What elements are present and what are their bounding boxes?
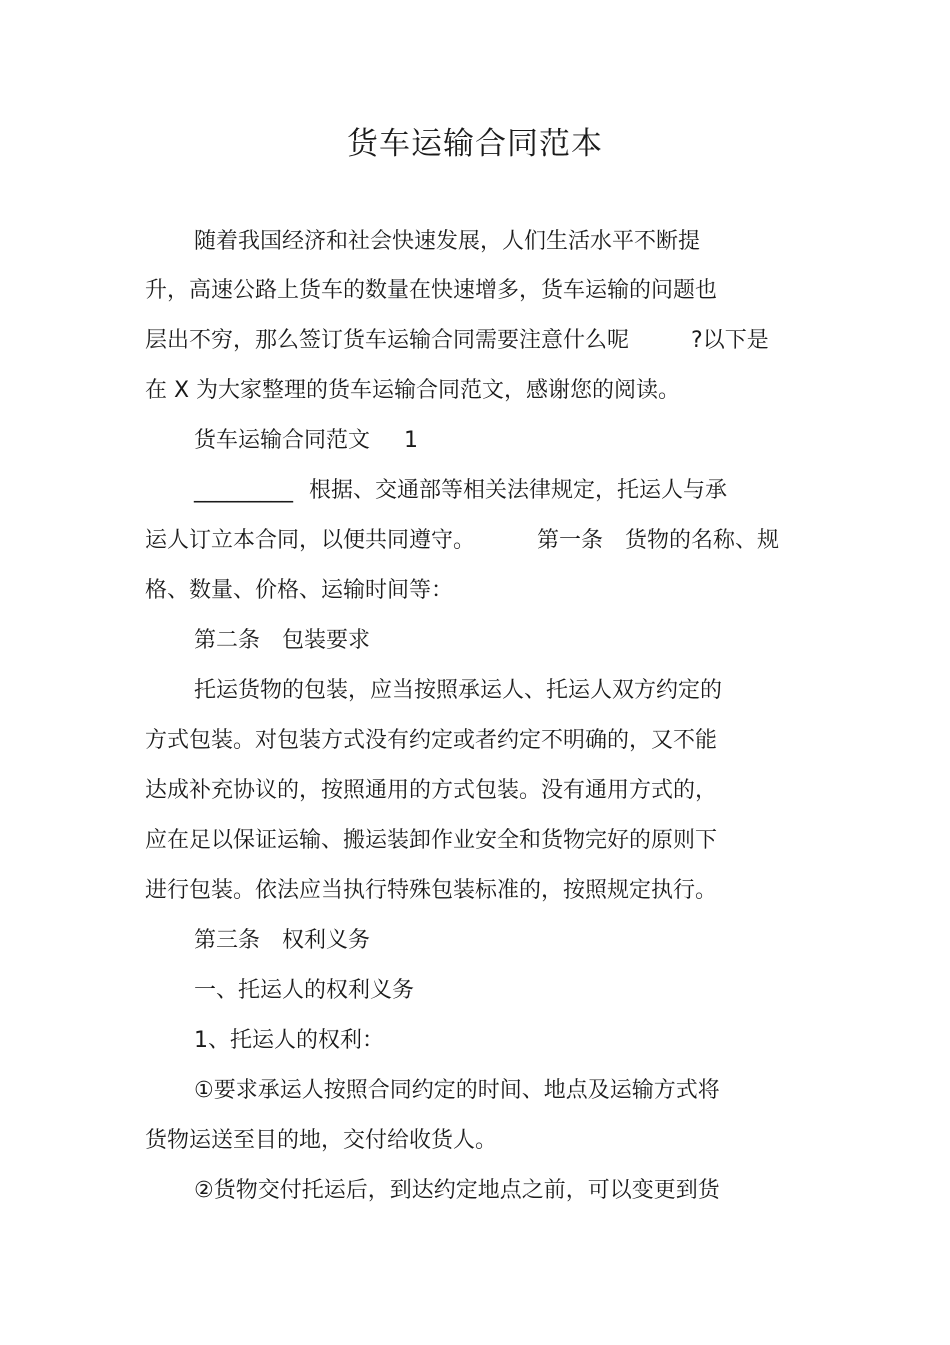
article-title: 权利义务 [282, 928, 371, 953]
paragraph-text: 运人订立本合同，以便共同遵守。 [145, 528, 476, 553]
article-label: 第二条 [194, 628, 261, 653]
paragraph-text: 根据、交通部等相关法律规定，托运人与承 [309, 478, 728, 503]
paragraph-text: 层出不穷，那么签订货车运输合同需要注意什么呢 [145, 328, 630, 353]
article-heading [194, 926, 370, 956]
paragraph-line: 方式包装。对包装方式没有约定或者约定不明确的，又不能 [145, 728, 718, 753]
paragraph-line: 达成补充协议的，按照通用的方式包装。没有通用方式的， [145, 778, 718, 803]
paragraph-line: 格、数量、价格、运输时间等： [145, 578, 454, 603]
paragraph-line [145, 326, 769, 356]
article-label: 第三条 [194, 928, 261, 953]
document-title: 货车运输合同范本 [347, 126, 603, 162]
subsection-heading: 1、托运人的权利： [194, 1028, 384, 1053]
article-heading [194, 626, 370, 656]
paragraph-line: 进行包装。依法应当执行特殊包装标准的，按照规定执行。 [145, 878, 718, 903]
paragraph-line: 货物运送至目的地，交付给收货人。 [145, 1128, 498, 1153]
paragraph-line: 应在足以保证运输、搬运装卸作业安全和货物完好的原则下 [145, 828, 718, 853]
article-label: 第一条 [537, 528, 604, 553]
sample-heading-text: 货车运输合同范文 [194, 428, 371, 453]
paragraph-line: 托运货物的包装，应当按照承运人、托运人双方约定的 [194, 678, 723, 703]
section-heading: 一、托运人的权利义务 [194, 978, 415, 1003]
sample-heading [194, 426, 418, 456]
blank-field: _________ [194, 478, 293, 503]
article-title: 包装要求 [282, 628, 371, 653]
paragraph-line [194, 476, 727, 506]
paragraph-line [145, 526, 779, 556]
paragraph-line: 随着我国经济和社会快速发展，人们生活水平不断提 [194, 229, 701, 254]
paragraph-line: 在 X 为大家整理的货车运输合同范文，感谢您的阅读。 [145, 378, 681, 403]
sample-number: 1 [404, 428, 419, 453]
article-title: 货物的名称、规 [625, 528, 780, 553]
paragraph-text: ?以下是 [691, 328, 769, 353]
paragraph-line: ②货物交付托运后，到达约定地点之前，可以变更到货 [194, 1178, 720, 1203]
paragraph-line: ①要求承运人按照合同约定的时间、地点及运输方式将 [194, 1078, 720, 1103]
paragraph-line: 升，高速公路上货车的数量在快速增多，货车运输的问题也 [145, 278, 718, 303]
